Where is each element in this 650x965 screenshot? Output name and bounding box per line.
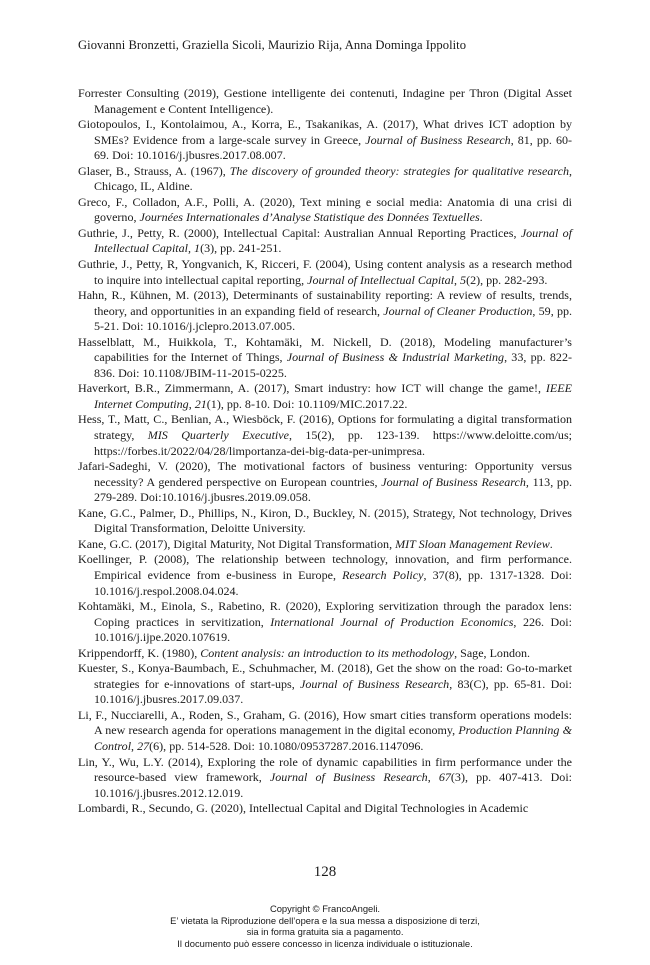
reference-title-italic: 21 [194,396,207,411]
reference-title-italic: Research Policy [342,567,424,582]
reference-entry [78,381,572,412]
reference-entry [78,335,572,382]
reference-title-italic: 67 [438,770,451,785]
reference-text: (1), pp. 8-10. Doi: 10.1109/MIC.2017.22. [206,396,408,411]
reference-text: , 59, pp. 5-21. Doi: 10.1016/j.jclepro.2013.07.005. [94,303,573,334]
reference-entry [78,117,572,164]
reference-entry [78,661,572,708]
reference-text: Kane, G.C. (2017), Digital Maturity, Not Digital Transformation, [78,536,396,551]
copyright-notice [0,903,650,949]
reference-text: , [427,770,439,785]
reference-text: Jafari-Sadeghi, V. (2020), The motivational factors of business venturing: Opportunity versus necessity? A gendered perspective on European countries, [78,459,572,489]
reference-entry [78,164,572,195]
reference-text: (2), pp. 282-293. [466,272,548,287]
reference-text: Lin, Y., Wu, L.Y. (2014), Exploring the role of dynamic capabilities in firm performance under the resource-based view framework, [78,754,572,785]
reference-entry [78,86,572,117]
reference-text: , 81, pp. 60-69. Doi: 10.1016/j.jbusres.2017.08.007. [94,132,573,163]
reference-title-italic: The discovery of grounded theory: strategies for qualitative research [229,163,569,178]
reference-text: Li, F., Nucciarelli, A., Roden, S., Graham, G. (2016), How smart cities transform operations models: A new research agenda for operations management in the digital economy, [78,707,572,738]
reference-text: Krippendorff, K. (1980), [78,645,201,660]
reference-title-italic: Journal of Business & Industrial Marketing [286,350,505,365]
reference-text: Glaser, B., Strauss, A. (1967), [78,163,230,178]
reference-title-italic: Journal of Business Research, [381,474,529,489]
reference-text: Greco, F., Colladon, A.F., Polli, A. (2020), Text mining e social media: Anatomia di una crisi di governo, [78,194,572,225]
reference-entry [78,599,572,646]
reference-title-italic: Production Planning & Control [94,723,572,753]
reference-text: Haverkort, B.R., Zimmermann, A. (2017), Smart industry: how ICT will change the game!, [78,381,546,396]
reference-text: , Chicago, IL, Aldine. [94,163,572,194]
reference-title-italic: International Journal of Production Economics [270,614,514,629]
reference-entry [78,506,572,537]
reference-entry [78,801,572,817]
reference-text: Hasselblatt, M., Huikkola, T., Kohtamäki, M. Nickell, D. (2018), Modeling manufacturer’s capabilities for the Internet of Things, [78,334,572,365]
reference-text: (6), pp. 514-528. Doi: 10.1080/09537287.2016.1147096. [149,738,424,753]
reference-title-italic: 27 [137,738,150,753]
reference-title-italic: Journal of Cleaner Production [383,303,533,318]
reference-text: , 226. Doi: 10.1016/j.ijpe.2020.107619. [94,614,572,645]
reference-entry [78,459,572,506]
reference-text: Hahn, R., Kühnen, M. (2013), Determinants of sustainability reporting: A review of results, trends, theory, and opportunities in an expanding field of research, [78,288,572,318]
reference-text: , 83(C), pp. 65-81. Doi: 10.1016/j.jbusres.2017.09.037. [94,676,572,707]
reference-entry [78,552,572,599]
reference-title-italic: Journal of Intellectual Capital [307,272,454,287]
copyright-line: E’ vietata la Riproduzione dell’opera e la sua messa a disposizione di terzi, [170,914,480,926]
reference-text: Kuester, S., Konya-Baumbach, E., Schuhmacher, M. (2018), Get the show on the road: Go-to-market strategies for e-innovations of start-ups, [78,661,572,691]
reference-entry [78,226,572,257]
reference-text: Lombardi, R., Secundo, G. (2020), Intellectual Capital and Digital Technologies in Academic [78,801,529,816]
reference-title-italic: Journal of Business Research [300,676,450,691]
reference-text: , [454,272,461,287]
reference-title-italic: MIS Quarterly Executive [147,428,289,443]
reference-title-italic: Journées Internationales d’Analyse Statistique des Données Textuelles [139,210,480,225]
reference-entry [78,412,572,459]
reference-text: , 33, pp. 822-836. Doi: 10.1108/JBIM-11-2015-0225. [94,350,572,380]
copyright-line: Il documento può essere concesso in licenza individuale o istituzionale. [177,937,473,949]
reference-text: Guthrie, J., Petty, R, Yongvanich, K, Ricceri, F. (2004), Using content analysis as a research method to inquire into intellectual capital reporting, [78,257,572,287]
reference-entry [78,257,572,288]
reference-text: (3), pp. 241-251. [200,241,282,256]
reference-text: . [549,536,553,551]
reference-text: 113, pp. 279-289. Doi:10.1016/j.jbusres.2019.09.058. [94,474,572,505]
reference-text: Koellinger, P. (2008), The relationship between technology, innovation, and firm performance. Empirical evidence from e-business in Europe, [78,552,572,582]
reference-entry [78,646,572,662]
reference-text: , [188,396,195,411]
page-number: 128 [313,864,337,880]
reference-entry [78,537,572,553]
reference-entry [78,288,572,335]
reference-entry [78,708,572,755]
reference-list [78,86,572,817]
reference-text: . [479,210,483,225]
reference-entry [78,195,572,226]
reference-title-italic: IEEE Internet Computing [94,381,572,411]
reference-title-italic: MIT Sloan Management Review [395,536,550,551]
reference-title-italic: Journal of Business Research [269,770,428,785]
reference-text: Forrester Consulting (2019), Gestione intelligente dei contenuti, Indagine per Thron (Digital Asset Management e Content Intelligence). [78,86,572,116]
reference-title-italic: Content analysis: an introduction to its methodology [200,645,455,660]
reference-text: Giotopoulos, I., Kontolaimou, A., Korra, E., Tsakanikas, A. (2017), What drives ICT adoption by SMEs? Evidence from a large-scale survey in Greece, [78,117,572,147]
copyright-line: Copyright © FrancoAngeli. [269,903,381,914]
reference-text: Guthrie, J., Petty, R. (2000), Intellectual Capital: Australian Annual Reporting Practices, [78,225,521,240]
reference-text: , 15(2), pp. 123-139. https://www.deloitte.com/us; https://forbes.it/2022/04/28/limportanza-dei-big-data-per-unimpresa. [94,428,572,458]
copyright-line: sia in forma gratuita sia a pagamento. [246,926,404,938]
running-header-authors: Giovanni Bronzetti, Graziella Sicoli, Maurizio Rija, Anna Dominga Ippolito [78,38,467,52]
reference-title-italic: Journal of Intellectual Capital, 1 [94,225,573,256]
reference-title-italic: Journal of Business Research [365,132,511,147]
reference-text: Kohtamäki, M., Einola, S., Rabetino, R. (2020), Exploring servitization through the paradox lens: Coping practices in servitization, [78,599,572,629]
reference-entry [78,755,572,802]
reference-title-italic: 5 [460,272,467,287]
reference-text: , Sage, London. [454,645,531,660]
reference-text: Hess, T., Matt, C., Benlian, A., Wiesböck, F. (2016), Options for formulating a digital transformation strategy, [78,412,572,443]
reference-text: , [131,738,138,753]
reference-text: , 37(8), pp. 1317-1328. Doi: 10.1016/j.respol.2008.04.024. [94,567,572,598]
reference-text: Kane, G.C., Palmer, D., Phillips, N., Kiron, D., Buckley, N. (2015), Strategy, Not technology, Drives Digital Transformation, Deloitte University. [78,505,572,536]
reference-text: (3), pp. 407-413. Doi: 10.1016/j.jbusres.2012.12.019. [94,770,573,800]
